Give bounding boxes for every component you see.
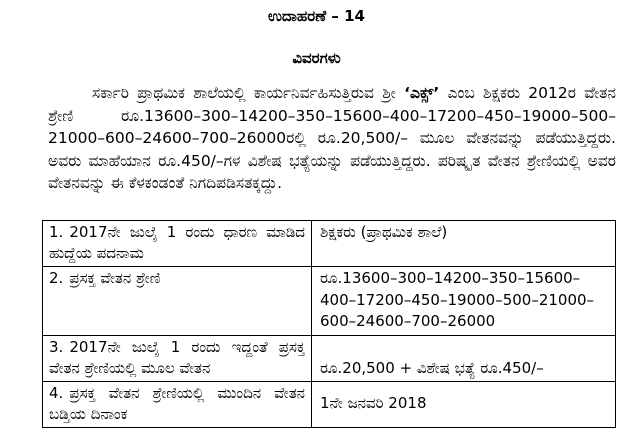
row-label-cell	[43, 267, 312, 336]
paragraph-text-start: ಸರ್ಕಾರಿ ಪ್ರಾಥಮಿಕ ಶಾಲೆಯಲ್ಲಿ ಕಾರ್ಯನಿರ್ವಹಿಸುತ್ತಿರುವ ಶ್ರೀ	[92, 84, 405, 102]
row-value-cell: ಶಿಕ್ಷಕರು (ಪ್ರಾಥಮಿಕ ಶಾಲೆ)	[312, 221, 616, 267]
table-row	[43, 381, 616, 427]
row-number: 1.	[49, 223, 64, 241]
row-label-cell	[43, 335, 312, 381]
row-number: 2.	[49, 269, 64, 287]
example-title: ಉದಾಹರಣೆ – 14	[268, 7, 365, 25]
paragraph-text-rest: ಎಂಬ ಶಿಕ್ಷಕರು 2012ರ ವೇತನ ಶ್ರೇಣಿ ರೂ.13600–300–14200–350–15600–400–17200–450–19000–500–21000–600–24600–700–26000ರಲ್ಲಿ ರೂ.20,500/– ಮೂಲ ವೇತನವನ್ನು ಪಡೆಯುತ್ತಿದ್ದರು. ಅವರು ಮಾಹೆಯಾನ ರೂ.450/–ಗಳ ವಿಶೇಷ ಭತ್ಯೆಯನ್ನು ಪಡೆಯುತ್ತಿದ್ದರು. ಪರಿಷ್ಕೃತ ವೇತನ ಶ್ರೇಣಿಯಲ್ಲಿ ಅವರ ವೇತನವನ್ನು ಈ ಕೆಳಕಂಡಂತೆ ನಿಗದಿಪಡಿಸತಕ್ಕದ್ದು.	[48, 84, 616, 192]
row-label: 2017ನೇ ಜುಲೈ 1 ರಂದು ಇದ್ದಂತೆ ಪ್ರಸಕ್ತ ವೇತನ ಶ್ರೇಣಿಯಲ್ಲಿ ಮೂಲ ವೇತನ	[49, 337, 305, 377]
details-table	[42, 220, 616, 428]
row-number: 3.	[49, 337, 64, 356]
row-label-cell	[43, 381, 312, 427]
row-number: 4.	[49, 383, 64, 402]
row-value-cell: ರೂ.13600–300–14200–350–15600–400–17200–450–19000–500–21000–600–24600–700–26000	[312, 267, 616, 336]
row-label: ಪ್ರಸಕ್ತ ವೇತನ ಶ್ರೇಣಿಯಲ್ಲಿ ಮುಂದಿನ ವೇತನ ಬಡ್ತಿಯ ದಿನಾಂಕ	[49, 383, 305, 423]
table-row	[43, 267, 616, 336]
row-label: ಪ್ರಸಕ್ತ ವೇತನ ಶ್ರೇಣಿ	[69, 269, 161, 287]
row-label-cell	[43, 221, 312, 267]
details-subtitle: ವಿವರಗಳು	[292, 49, 341, 67]
row-value-cell: 1ನೇ ಜನವರಿ 2018	[312, 381, 616, 427]
teacher-name: ‘ಎಕ್ಸ್’	[404, 84, 440, 102]
row-value-cell: ರೂ.20,500 + ವಿಶೇಷ ಭತ್ಯೆ ರೂ.450/–	[312, 335, 616, 381]
row-label: 2017ನೇ ಜುಲೈ 1 ರಂದು ಧಾರಣ ಮಾಡಿದ ಹುದ್ದೆಯ ಪದನಾಮ	[49, 223, 305, 262]
table-row	[43, 221, 616, 267]
description-paragraph	[48, 82, 616, 195]
table-row	[43, 335, 616, 381]
